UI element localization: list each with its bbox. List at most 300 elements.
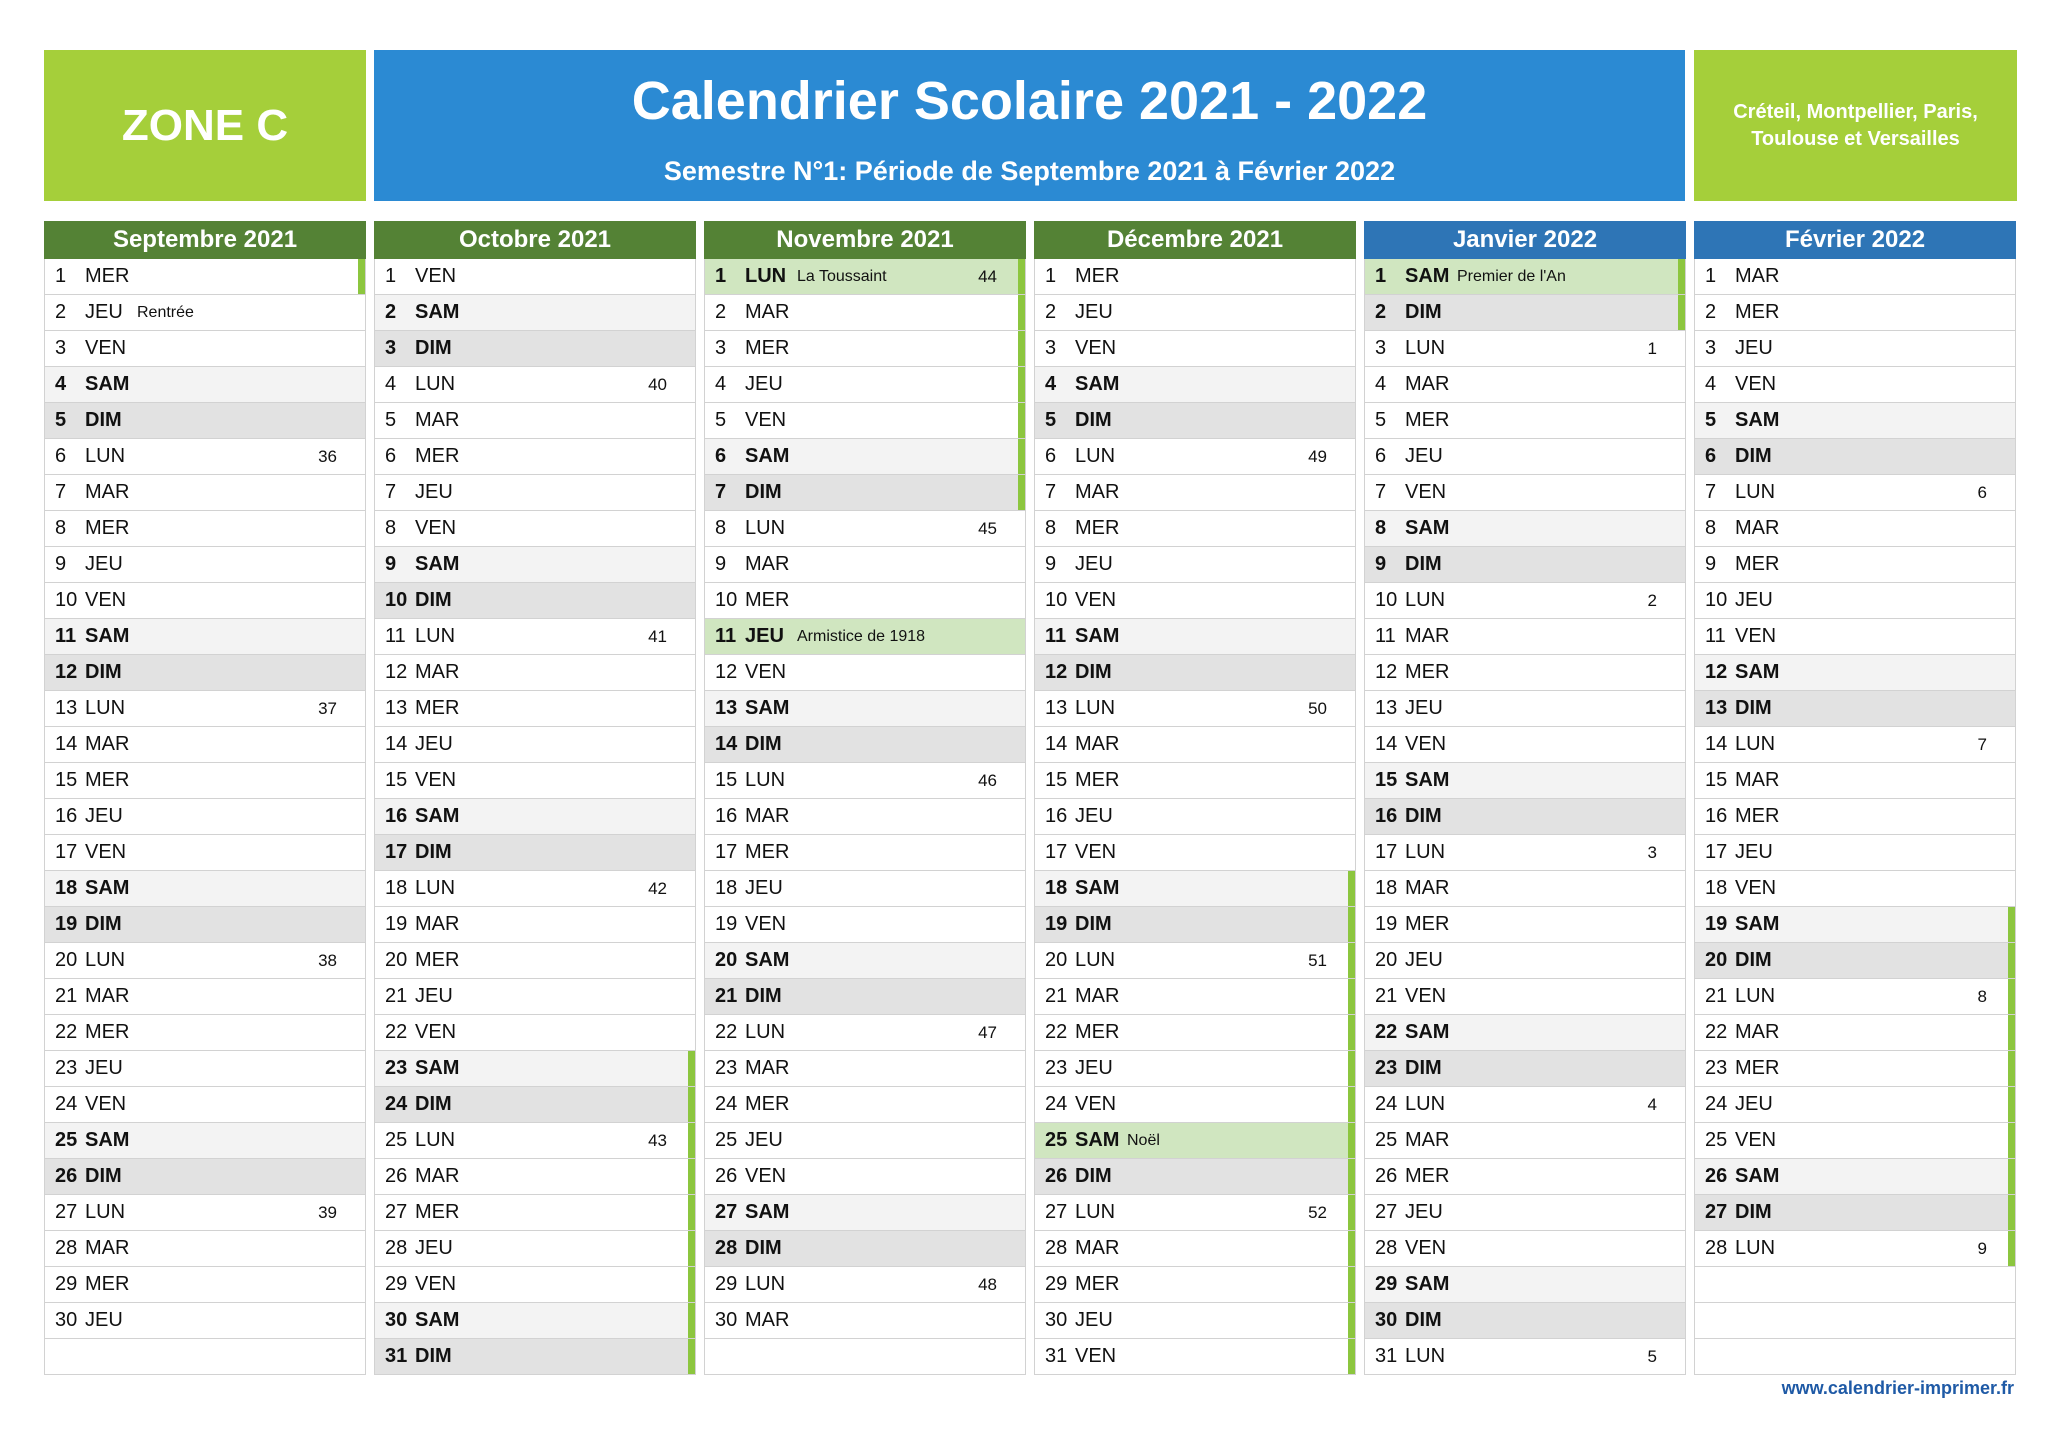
day-number: 16 bbox=[1045, 805, 1068, 827]
day-row bbox=[705, 1123, 1025, 1159]
day-number: 27 bbox=[1705, 1201, 1728, 1223]
day-row bbox=[1035, 1267, 1355, 1303]
day-row bbox=[1695, 655, 2015, 691]
day-name: VEN bbox=[1075, 841, 1117, 863]
day-number: 23 bbox=[1375, 1057, 1398, 1079]
day-row bbox=[705, 619, 1025, 655]
day-row bbox=[1035, 655, 1355, 691]
day-name: SAM bbox=[85, 877, 130, 899]
day-number: 30 bbox=[1045, 1309, 1068, 1331]
day-name: SAM bbox=[1735, 409, 1780, 431]
day-name: LUN bbox=[745, 1273, 786, 1295]
day-name: DIM bbox=[1735, 697, 1772, 719]
day-name: LUN bbox=[1075, 1201, 1116, 1223]
day-row bbox=[45, 259, 365, 295]
day-number: 11 bbox=[55, 625, 77, 647]
day-name: JEU bbox=[745, 877, 783, 899]
day-row bbox=[375, 403, 695, 439]
day-number: 6 bbox=[1705, 445, 1717, 467]
day-number: 22 bbox=[55, 1021, 78, 1043]
day-row bbox=[1365, 367, 1685, 403]
day-name: MAR bbox=[1075, 985, 1120, 1007]
day-name: MAR bbox=[85, 1237, 130, 1259]
day-number: 12 bbox=[1045, 661, 1068, 683]
day-name: JEU bbox=[1075, 1057, 1113, 1079]
day-number: 31 bbox=[1045, 1345, 1068, 1367]
vacation-marker bbox=[1348, 1231, 1355, 1266]
day-row bbox=[1365, 439, 1685, 475]
day-number: 28 bbox=[55, 1237, 78, 1259]
day-row bbox=[375, 655, 695, 691]
day-number: 22 bbox=[1045, 1021, 1068, 1043]
day-number: 1 bbox=[715, 265, 727, 287]
empty-row bbox=[1695, 1267, 2015, 1303]
day-number: 10 bbox=[1375, 589, 1398, 611]
day-name: JEU bbox=[745, 373, 783, 395]
day-row bbox=[1035, 907, 1355, 943]
day-name: MAR bbox=[85, 733, 130, 755]
day-number: 11 bbox=[1705, 625, 1726, 647]
day-name: LUN bbox=[415, 625, 456, 647]
day-number: 10 bbox=[1705, 589, 1728, 611]
day-name: MER bbox=[745, 841, 790, 863]
day-name: LUN bbox=[1075, 445, 1116, 467]
day-number: 17 bbox=[55, 841, 78, 863]
day-row bbox=[1695, 295, 2015, 331]
day-number: 19 bbox=[715, 913, 738, 935]
day-number: 15 bbox=[385, 769, 408, 791]
day-row bbox=[1365, 1303, 1685, 1339]
day-name: SAM bbox=[1735, 1165, 1780, 1187]
day-row bbox=[1035, 511, 1355, 547]
vacation-marker bbox=[2008, 1051, 2015, 1086]
day-name: SAM bbox=[415, 553, 460, 575]
day-number: 24 bbox=[1375, 1093, 1398, 1115]
week-number: 51 bbox=[1308, 950, 1327, 970]
day-number: 7 bbox=[1375, 481, 1387, 503]
day-name: DIM bbox=[745, 481, 782, 503]
day-name: JEU bbox=[745, 1129, 783, 1151]
day-row bbox=[45, 1015, 365, 1051]
day-number: 16 bbox=[1705, 805, 1728, 827]
day-name: VEN bbox=[415, 1021, 457, 1043]
day-name: DIM bbox=[1405, 553, 1442, 575]
day-number: 16 bbox=[385, 805, 408, 827]
day-row bbox=[1365, 1195, 1685, 1231]
day-row bbox=[1695, 439, 2015, 475]
day-name: DIM bbox=[1075, 409, 1112, 431]
day-name: SAM bbox=[85, 373, 130, 395]
day-row bbox=[45, 511, 365, 547]
day-row bbox=[375, 799, 695, 835]
week-number: 50 bbox=[1308, 698, 1327, 718]
day-number: 22 bbox=[1375, 1021, 1398, 1043]
day-number: 15 bbox=[1705, 769, 1728, 791]
day-name: DIM bbox=[85, 409, 122, 431]
day-row bbox=[1365, 547, 1685, 583]
day-number: 23 bbox=[55, 1057, 78, 1079]
day-row bbox=[45, 799, 365, 835]
day-row bbox=[1035, 835, 1355, 871]
day-row bbox=[1695, 619, 2015, 655]
vacation-marker bbox=[688, 1051, 695, 1086]
day-name: JEU bbox=[415, 481, 453, 503]
day-row bbox=[45, 367, 365, 403]
day-row bbox=[1035, 1123, 1355, 1159]
vacation-marker bbox=[2008, 1123, 2015, 1158]
day-name: JEU bbox=[1075, 1309, 1113, 1331]
day-name: JEU bbox=[1405, 1201, 1443, 1223]
day-number: 8 bbox=[1375, 517, 1387, 539]
day-row bbox=[1695, 763, 2015, 799]
day-name: VEN bbox=[1735, 1129, 1777, 1151]
empty-row bbox=[45, 1339, 365, 1375]
day-name: VEN bbox=[415, 1273, 457, 1295]
day-row bbox=[1365, 835, 1685, 871]
day-number: 24 bbox=[715, 1093, 738, 1115]
day-row bbox=[1035, 727, 1355, 763]
day-name: DIM bbox=[1735, 949, 1772, 971]
day-name: DIM bbox=[415, 337, 452, 359]
vacation-marker bbox=[358, 259, 365, 294]
day-name: VEN bbox=[745, 409, 787, 431]
day-row bbox=[45, 1051, 365, 1087]
week-number: 36 bbox=[318, 446, 337, 466]
day-name: MER bbox=[415, 445, 460, 467]
day-row bbox=[1695, 1231, 2015, 1267]
day-row bbox=[1695, 943, 2015, 979]
day-name: JEU bbox=[1735, 841, 1773, 863]
day-row bbox=[705, 475, 1025, 511]
day-number: 13 bbox=[1705, 697, 1728, 719]
day-number: 8 bbox=[1045, 517, 1057, 539]
day-number: 21 bbox=[55, 985, 78, 1007]
day-number: 7 bbox=[55, 481, 67, 503]
day-number: 18 bbox=[715, 877, 738, 899]
week-number: 3 bbox=[1647, 842, 1657, 862]
day-row bbox=[1365, 583, 1685, 619]
day-row bbox=[1365, 619, 1685, 655]
day-number: 3 bbox=[1045, 337, 1057, 359]
day-row bbox=[1035, 799, 1355, 835]
day-row bbox=[375, 1015, 695, 1051]
day-row bbox=[1695, 367, 2015, 403]
day-row bbox=[375, 1303, 695, 1339]
day-row bbox=[1695, 1015, 2015, 1051]
vacation-marker bbox=[1348, 1339, 1355, 1374]
vacation-marker bbox=[2008, 979, 2015, 1014]
day-row bbox=[1365, 943, 1685, 979]
day-number: 21 bbox=[715, 985, 738, 1007]
day-name: LUN bbox=[745, 1021, 786, 1043]
day-number: 3 bbox=[385, 337, 397, 359]
day-row bbox=[1035, 1231, 1355, 1267]
vacation-marker bbox=[2008, 1015, 2015, 1050]
day-name: VEN bbox=[745, 913, 787, 935]
day-number: 7 bbox=[1705, 481, 1717, 503]
day-number: 30 bbox=[1375, 1309, 1398, 1331]
day-row bbox=[1695, 691, 2015, 727]
day-number: 12 bbox=[1375, 661, 1398, 683]
day-row bbox=[375, 259, 695, 295]
day-name: VEN bbox=[1405, 733, 1447, 755]
page-title: Calendrier Scolaire 2021 - 2022 bbox=[631, 71, 1428, 131]
day-row bbox=[1035, 619, 1355, 655]
day-row bbox=[375, 331, 695, 367]
vacation-marker bbox=[1348, 1159, 1355, 1194]
day-row bbox=[375, 1267, 695, 1303]
day-name: JEU bbox=[745, 625, 784, 647]
day-name: MAR bbox=[415, 409, 460, 431]
day-number: 29 bbox=[715, 1273, 738, 1295]
day-number: 23 bbox=[715, 1057, 738, 1079]
day-row bbox=[705, 1159, 1025, 1195]
day-name: MAR bbox=[415, 913, 460, 935]
day-number: 25 bbox=[385, 1129, 408, 1151]
day-row bbox=[45, 295, 365, 331]
day-name: MER bbox=[1735, 553, 1780, 575]
day-number: 2 bbox=[715, 301, 727, 323]
day-number: 28 bbox=[1375, 1237, 1398, 1259]
day-name: LUN bbox=[415, 373, 456, 395]
day-row bbox=[1365, 799, 1685, 835]
day-row bbox=[705, 511, 1025, 547]
day-row bbox=[45, 1123, 365, 1159]
day-number: 24 bbox=[1045, 1093, 1068, 1115]
zone-cities: Créteil, Montpellier, Paris, Toulouse et Versailles bbox=[1694, 50, 2017, 201]
day-number: 21 bbox=[385, 985, 408, 1007]
day-row bbox=[375, 907, 695, 943]
day-number: 1 bbox=[1375, 265, 1387, 287]
day-number: 26 bbox=[715, 1165, 738, 1187]
day-name: LUN bbox=[1405, 841, 1446, 863]
day-number: 9 bbox=[1705, 553, 1717, 575]
month-column bbox=[374, 221, 696, 1375]
day-name: VEN bbox=[415, 517, 457, 539]
month-column bbox=[1364, 221, 1686, 1375]
day-row bbox=[1035, 403, 1355, 439]
day-name: JEU bbox=[1405, 949, 1443, 971]
day-number: 25 bbox=[55, 1129, 78, 1151]
month-column bbox=[44, 221, 366, 1375]
day-number: 30 bbox=[715, 1309, 738, 1331]
day-name: DIM bbox=[1405, 805, 1442, 827]
day-row bbox=[1365, 655, 1685, 691]
day-name: JEU bbox=[415, 733, 453, 755]
day-number: 3 bbox=[1375, 337, 1387, 359]
day-name: SAM bbox=[1075, 1129, 1120, 1151]
day-number: 26 bbox=[1375, 1165, 1398, 1187]
day-name: LUN bbox=[1405, 1345, 1446, 1367]
day-row bbox=[1035, 547, 1355, 583]
vacation-marker bbox=[2008, 1087, 2015, 1122]
day-number: 23 bbox=[385, 1057, 408, 1079]
day-row bbox=[45, 943, 365, 979]
day-number: 20 bbox=[1705, 949, 1728, 971]
vacation-marker bbox=[688, 1087, 695, 1122]
day-name: SAM bbox=[1075, 625, 1120, 647]
title-banner bbox=[374, 50, 1685, 201]
day-number: 18 bbox=[55, 877, 78, 899]
day-name: MAR bbox=[85, 985, 130, 1007]
day-row bbox=[375, 1195, 695, 1231]
day-name: JEU bbox=[415, 985, 453, 1007]
day-number: 1 bbox=[385, 265, 397, 287]
day-name: JEU bbox=[1075, 553, 1113, 575]
day-number: 16 bbox=[715, 805, 738, 827]
day-row bbox=[45, 1303, 365, 1339]
day-row bbox=[1365, 907, 1685, 943]
day-number: 25 bbox=[1375, 1129, 1398, 1151]
week-number: 46 bbox=[978, 770, 997, 790]
day-number: 17 bbox=[385, 841, 408, 863]
day-row bbox=[705, 439, 1025, 475]
day-number: 20 bbox=[715, 949, 738, 971]
day-number: 2 bbox=[1045, 301, 1057, 323]
day-row bbox=[1035, 1339, 1355, 1375]
day-row bbox=[1365, 727, 1685, 763]
day-name: MAR bbox=[1075, 481, 1120, 503]
day-row bbox=[45, 907, 365, 943]
day-row bbox=[375, 1123, 695, 1159]
day-name: MER bbox=[85, 1273, 130, 1295]
day-number: 26 bbox=[55, 1165, 78, 1187]
day-row bbox=[705, 295, 1025, 331]
day-name: MER bbox=[1075, 1021, 1120, 1043]
day-name: LUN bbox=[415, 877, 456, 899]
day-name: DIM bbox=[1075, 913, 1112, 935]
day-number: 14 bbox=[55, 733, 78, 755]
day-row bbox=[1035, 367, 1355, 403]
day-number: 26 bbox=[1705, 1165, 1728, 1187]
day-name: JEU bbox=[1735, 1093, 1773, 1115]
day-row bbox=[1035, 871, 1355, 907]
website-link[interactable]: www.calendrier-imprimer.fr bbox=[1781, 1378, 2014, 1398]
day-number: 27 bbox=[55, 1201, 78, 1223]
day-number: 10 bbox=[1045, 589, 1068, 611]
day-number: 5 bbox=[55, 409, 67, 431]
day-row bbox=[1365, 1267, 1685, 1303]
vacation-marker bbox=[688, 1339, 695, 1374]
vacation-marker bbox=[1018, 439, 1025, 474]
day-number: 24 bbox=[385, 1093, 408, 1115]
day-name: MER bbox=[85, 1021, 130, 1043]
vacation-marker bbox=[1018, 403, 1025, 438]
day-name: DIM bbox=[745, 733, 782, 755]
day-number: 28 bbox=[385, 1237, 408, 1259]
day-number: 29 bbox=[55, 1273, 78, 1295]
day-name: MER bbox=[1405, 409, 1450, 431]
day-name: DIM bbox=[85, 1165, 122, 1187]
day-name: MAR bbox=[415, 661, 460, 683]
day-name: MER bbox=[745, 589, 790, 611]
day-number: 3 bbox=[55, 337, 67, 359]
day-name: DIM bbox=[745, 985, 782, 1007]
vacation-marker bbox=[1348, 871, 1355, 906]
day-name: JEU bbox=[1735, 337, 1773, 359]
day-row bbox=[705, 1015, 1025, 1051]
vacation-marker bbox=[1348, 907, 1355, 942]
day-number: 2 bbox=[385, 301, 397, 323]
day-name: MAR bbox=[1735, 1021, 1780, 1043]
day-number: 14 bbox=[1375, 733, 1398, 755]
day-name: LUN bbox=[745, 265, 787, 287]
day-row bbox=[45, 439, 365, 475]
week-number: 9 bbox=[1977, 1238, 1987, 1258]
day-name: DIM bbox=[1405, 301, 1442, 323]
day-number: 19 bbox=[1375, 913, 1398, 935]
day-number: 1 bbox=[1045, 265, 1057, 287]
day-row bbox=[1035, 1159, 1355, 1195]
week-number: 38 bbox=[318, 950, 337, 970]
day-row bbox=[45, 1159, 365, 1195]
day-row bbox=[1035, 979, 1355, 1015]
day-row bbox=[1365, 1051, 1685, 1087]
day-number: 23 bbox=[1705, 1057, 1728, 1079]
day-number: 3 bbox=[1705, 337, 1717, 359]
day-number: 5 bbox=[385, 409, 397, 431]
day-name: SAM bbox=[745, 697, 790, 719]
day-name: SAM bbox=[415, 301, 460, 323]
day-number: 14 bbox=[1705, 733, 1728, 755]
day-number: 10 bbox=[385, 589, 408, 611]
day-number: 18 bbox=[1375, 877, 1398, 899]
day-name: VEN bbox=[1405, 1237, 1447, 1259]
day-name: VEN bbox=[1075, 1345, 1117, 1367]
week-number: 8 bbox=[1977, 986, 1987, 1006]
day-row bbox=[45, 1087, 365, 1123]
day-row bbox=[1035, 1051, 1355, 1087]
day-number: 2 bbox=[1705, 301, 1717, 323]
day-name: MAR bbox=[1075, 1237, 1120, 1259]
day-row bbox=[1695, 907, 2015, 943]
day-number: 19 bbox=[1705, 913, 1728, 935]
day-name: SAM bbox=[1405, 517, 1450, 539]
day-row bbox=[1365, 763, 1685, 799]
day-number: 10 bbox=[715, 589, 738, 611]
day-row bbox=[705, 331, 1025, 367]
day-name: MER bbox=[745, 337, 790, 359]
day-row bbox=[705, 259, 1025, 295]
day-number: 12 bbox=[715, 661, 738, 683]
day-name: MAR bbox=[1735, 517, 1780, 539]
day-number: 24 bbox=[55, 1093, 78, 1115]
day-row bbox=[1695, 871, 2015, 907]
day-number: 10 bbox=[55, 589, 78, 611]
day-row bbox=[1695, 1159, 2015, 1195]
week-number: 1 bbox=[1647, 338, 1657, 358]
day-name: MAR bbox=[415, 1165, 460, 1187]
vacation-marker bbox=[1348, 1015, 1355, 1050]
day-row bbox=[45, 727, 365, 763]
day-row bbox=[1365, 1159, 1685, 1195]
day-name: MER bbox=[85, 265, 130, 287]
day-name: VEN bbox=[1735, 625, 1777, 647]
vacation-marker bbox=[1018, 331, 1025, 366]
vacation-marker bbox=[1018, 259, 1025, 294]
day-row bbox=[1365, 1087, 1685, 1123]
day-number: 25 bbox=[1705, 1129, 1728, 1151]
day-number: 17 bbox=[1045, 841, 1068, 863]
week-number: 7 bbox=[1977, 734, 1987, 754]
day-name: SAM bbox=[745, 949, 790, 971]
month-column bbox=[1034, 221, 1356, 1375]
day-number: 29 bbox=[385, 1273, 408, 1295]
day-number: 28 bbox=[1045, 1237, 1068, 1259]
day-number: 12 bbox=[385, 661, 408, 683]
day-number: 20 bbox=[1375, 949, 1398, 971]
day-number: 13 bbox=[715, 697, 738, 719]
